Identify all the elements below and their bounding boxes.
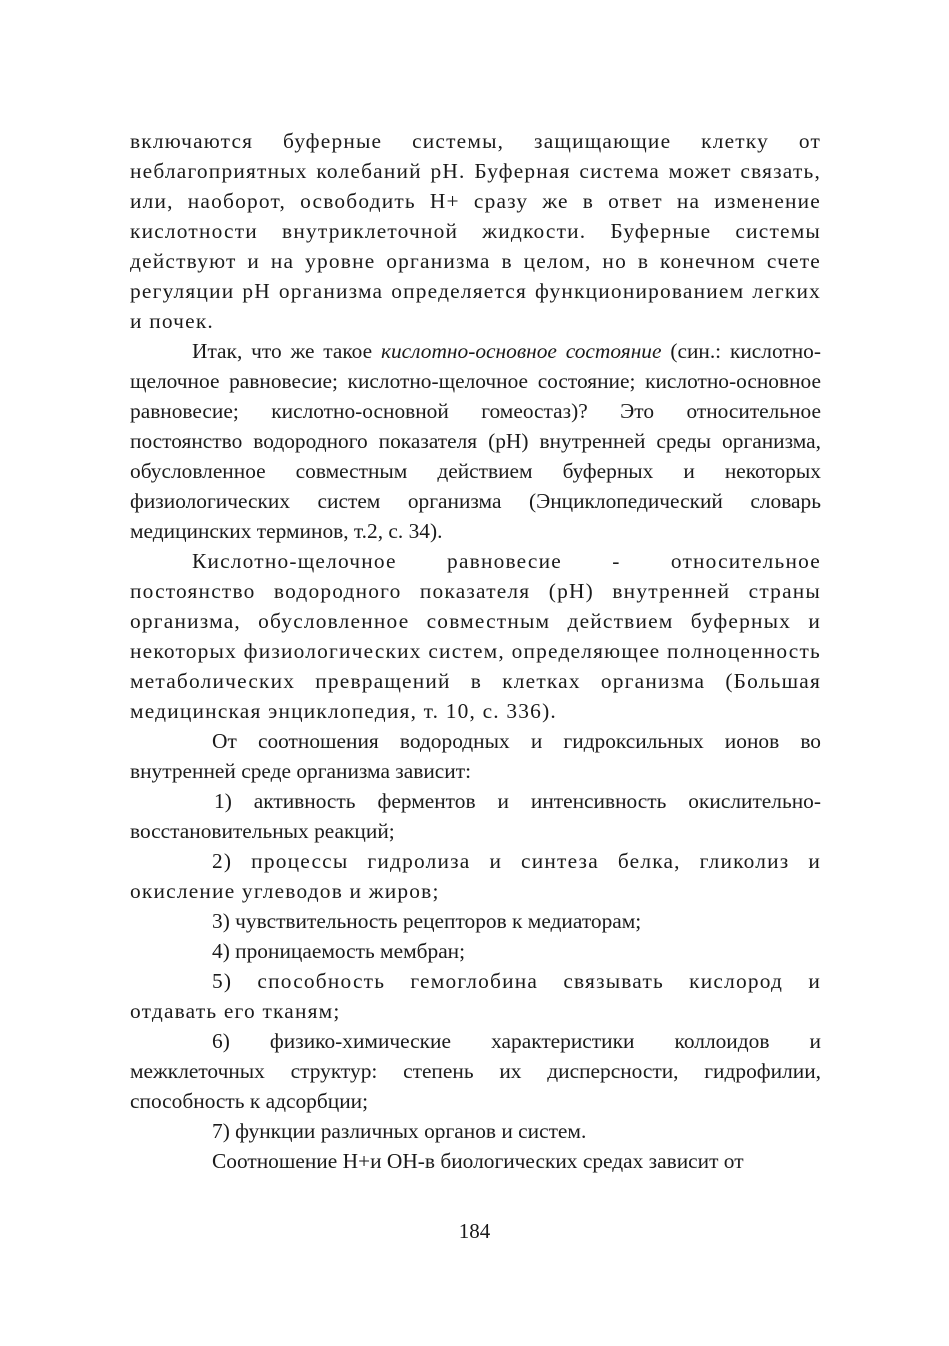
page-body — [130, 126, 821, 1176]
paragraph-ratio-dependence: Соотношение Н+и ОН-в биологических средах зависит от — [212, 1149, 744, 1173]
page-number: 184 — [458, 1219, 491, 1243]
paragraph-acid-base-definition — [130, 336, 821, 546]
paragraph-acid-base-intro: Итак, что же такое — [192, 339, 381, 363]
paragraph-dependence-intro: От соотношения водородных и гидроксильных ионов во внутренней среде организма зависит: — [130, 729, 821, 783]
list-item-1: 1) активность ферментов и интенсивность окислительно-восстановительных реакций; — [130, 789, 821, 843]
paragraph-buffer-systems: включаются буферные системы, защищающие клетку от неблагоприятных колебаний pH. Буферная система может связать, или, наоборот, освободить Н+ сразу же в ответ на изменение кислотности внутриклеточной жидкости. Буферные системы действуют и на уровне организма в целом, но в конечном счете регуляции pH организма определяется функционированием легких и почек. — [130, 129, 821, 333]
list-item-6: 6) физико-химические характеристики коллоидов и межклеточных структур: степень их дисперсности, гидрофилии, способность к адсорбции; — [130, 1029, 821, 1113]
list-item-4: 4) проницаемость мембран; — [212, 939, 466, 963]
list-item-3: 3) чувствительность рецепторов к медиаторам; — [212, 909, 642, 933]
list-item-2: 2) процессы гидролиза и синтеза белка, гликолиз и окисление углеводов и жиров; — [130, 849, 821, 903]
paragraph-acid-base-rest: (син.: кислотно-щелочное равновесие; кислотно-щелочное состояние; кислотно-основное равновесие; кислотно-основной гомеостаз)? Это относительное постоянство водородного показателя (pH) внутренней среды организма, обусловленное совместным действием буферных и некоторых физиологических систем организма (Энциклопедический словарь медицинских терминов, т.2, с. 34). — [130, 339, 821, 543]
term-acid-base-state: кислотно-основное состояние — [380, 339, 662, 363]
list-item-7: 7) функции различных органов и систем. — [212, 1119, 587, 1143]
paragraph-acid-alkaline-balance: Кислотно-щелочное равновесие - относительное постоянство водородного показателя (pH) внутренней страны организма, обусловленное совместным действием буферных и некоторых физиологических систем, определяющее полноценность метаболических превращений в клетках организма (Большая медицинская энциклопедия, т. 10, с. 336). — [130, 549, 821, 723]
list-item-5: 5) способность гемоглобина связывать кислород и отдавать его тканям; — [130, 969, 821, 1023]
